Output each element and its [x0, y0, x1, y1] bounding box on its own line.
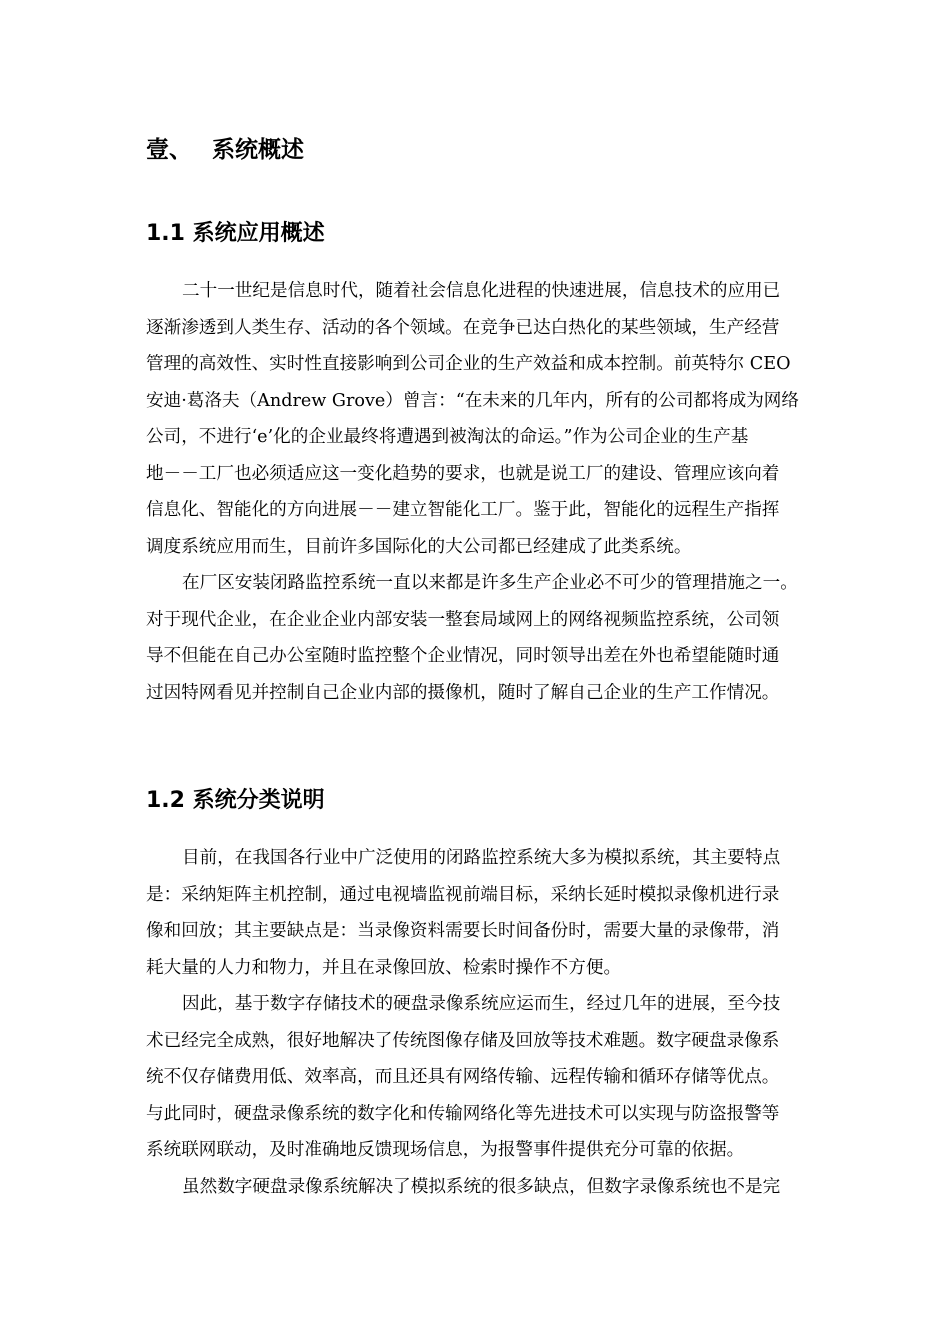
paragraph: [146, 565, 866, 711]
section-heading-1-1: 1.1 系统应用概述: [146, 221, 325, 246]
text-line: 目前，在我国各行业中广泛使用的闭路监控系统大多为模拟系统，其主要特点: [182, 848, 781, 868]
text-line: 信息化、智能化的方向进展－－建立智能化工厂。鉴于此，智能化的远程生产指挥: [146, 500, 780, 520]
section-1-1-body: [146, 273, 866, 711]
text-line: 耗大量的人力和物力，并且在录像回放、检索时操作不方便。: [146, 957, 622, 978]
section-heading-1-2: 1.2 系统分类说明: [146, 788, 325, 813]
chapter-number: 壹、: [146, 137, 192, 163]
text-line: 公司，不进行‘e’化的企业最终将遭遇到被淘汰的命运。”作为公司企业的生产基: [146, 427, 749, 447]
text-line: 逐渐渗透到人类生存、活动的各个领域。在竞争已达白热化的某些领域，生产经营: [146, 317, 780, 338]
paragraph: [146, 986, 866, 1169]
paragraph: [146, 273, 866, 565]
text-line: 术已经完全成熟，很好地解决了传统图像存储及回放等技术难题。数字硬盘录像系: [146, 1030, 780, 1051]
section-1-2-body: [146, 840, 866, 1205]
text-line: 在厂区安装闭路监控系统一直以来都是许多生产企业必不可少的管理措施之一。: [182, 573, 798, 593]
chapter-title: [146, 132, 304, 168]
text-line: 导不但能在自己办公室随时监控整个企业情况，同时领导出差在外也希望能随时通: [146, 646, 780, 666]
chapter-heading-text: 系统概述: [212, 137, 304, 163]
text-line: 二十一世纪是信息时代，随着社会信息化进程的快速进展，信息技术的应用已: [182, 281, 781, 301]
text-line: 地－－工厂也必须适应这一变化趋势的要求，也就是说工厂的建设、管理应该向着: [146, 463, 780, 484]
text-line: 像和回放；其主要缺点是：当录像资料需要长时间备份时，需要大量的录像带，消: [146, 921, 780, 941]
text-line: 虽然数字硬盘录像系统解决了模拟系统的很多缺点，但数字录像系统也不是完: [182, 1176, 781, 1197]
text-line: 调度系统应用而生，目前许多国际化的大公司都已经建成了此类系统。: [146, 536, 692, 557]
text-line: 管理的高效性、实时性直接影响到公司企业的生产效益和成本控制。前英特尔 CEO: [146, 354, 791, 374]
text-line: 对于现代企业，在企业企业内部安装一整套局域网上的网络视频监控系统，公司领: [146, 609, 780, 630]
text-line: 安迪·葛洛夫（Andrew Grove）曾言：“在未来的几年内，所有的公司都将成为网络: [146, 390, 799, 411]
paragraph: [146, 840, 866, 986]
text-line: 是：采纳矩阵主机控制，通过电视墙监视前端目标，采纳长延时模拟录像机进行录: [146, 884, 780, 905]
paragraph: [146, 1169, 866, 1206]
text-line: 过因特网看见并控制自己企业内部的摄像机，随时了解自己企业的生产工作情况。: [146, 682, 780, 703]
text-line: 与此同时，硬盘录像系统的数字化和传输网络化等先进技术可以实现与防盗报警等: [146, 1103, 780, 1124]
text-line: 因此，基于数字存储技术的硬盘录像系统应运而生，经过几年的进展，至今技: [182, 994, 781, 1014]
text-line: 系统联网联动，及时准确地反馈现场信息，为报警事件提供充分可靠的依据。: [146, 1140, 745, 1160]
text-line: 统不仅存储费用低、效率高，而且还具有网络传输、远程传输和循环存储等优点。: [146, 1067, 780, 1087]
